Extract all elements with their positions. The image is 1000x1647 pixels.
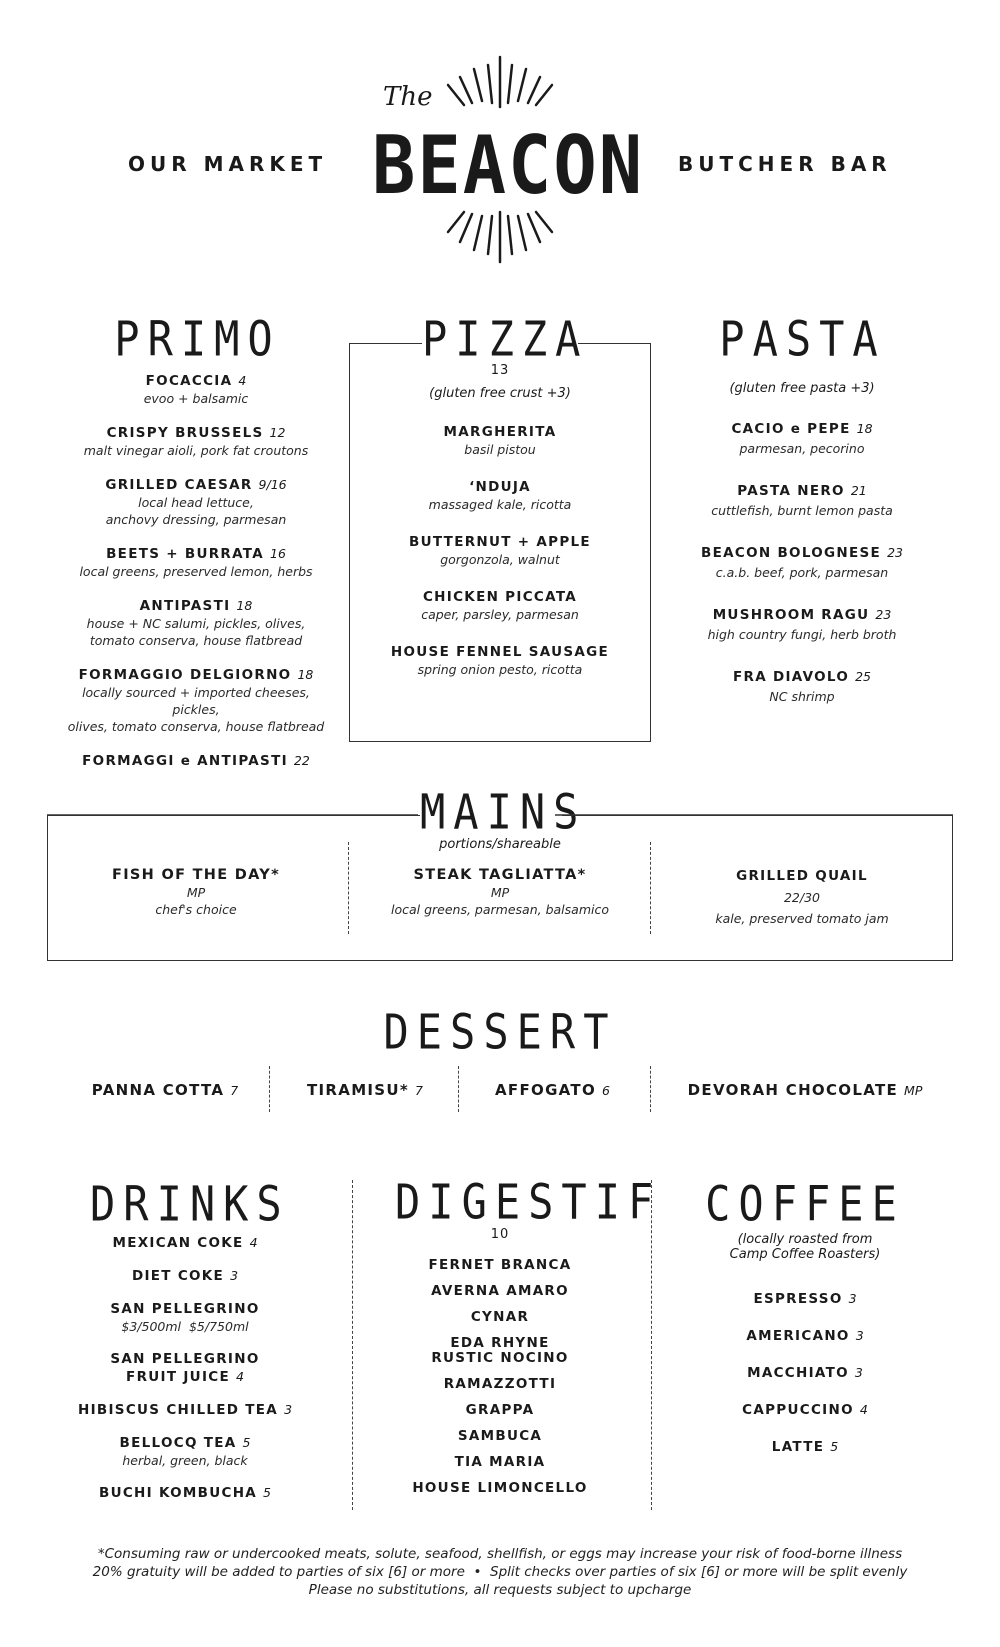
item-desc: anchovy dressing, parmesan	[105, 512, 287, 527]
item-desc: c.a.b. beef, pork, parmesan	[715, 565, 889, 580]
item-desc: olives, tomato conserva, house flatbread	[67, 719, 325, 734]
item-desc: local greens, parmesan, balsamico	[391, 902, 609, 917]
item-name: BUTTERNUT + APPLE	[409, 534, 591, 550]
pizza-note: (gluten free crust +3)	[429, 386, 571, 401]
item-desc: massaged kale, ricotta	[428, 497, 572, 512]
item-name: GRILLED CAESAR	[105, 477, 253, 493]
item-name: EDA RHYNE	[450, 1335, 550, 1351]
item-desc: house + NC salumi, pickles, olives,	[86, 616, 306, 631]
item-name: FORMAGGI e ANTIPASTI	[82, 753, 288, 769]
item-name: HOUSE FENNEL SAUSAGE	[390, 644, 610, 660]
item-name: CACIO e PEPE	[731, 421, 851, 437]
item-name: BEACON BOLOGNESE	[701, 545, 882, 561]
item-name: ANTIPASTI	[139, 598, 231, 614]
item-name: DEVORAH CHOCOLATE	[687, 1081, 899, 1099]
item-price: 22	[293, 753, 310, 768]
item-name: LATTE	[771, 1439, 825, 1455]
item-price: 5	[830, 1439, 839, 1454]
item-price: 18	[297, 667, 314, 682]
item-name: BELLOCQ TEA	[119, 1435, 237, 1451]
item-price: 6	[602, 1083, 610, 1098]
item-price: 18	[856, 421, 873, 436]
item-price: 3	[854, 1365, 863, 1380]
item-desc: chef's choice	[155, 902, 237, 917]
footer-line: 20% gratuity will be added to parties of six [6] or more • Split checks over parties of six [6] or more will be split evenly	[92, 1564, 908, 1580]
logo-beacon: BEACON	[372, 118, 645, 213]
pasta-heading: PASTA	[719, 310, 886, 367]
digestif-price: 10	[490, 1227, 510, 1242]
item-name: FRUIT JUICE	[126, 1369, 230, 1385]
item-name: AVERNA AMARO	[431, 1283, 569, 1299]
item-price: 7	[415, 1083, 423, 1098]
item-price: 4	[249, 1235, 258, 1250]
digestif-heading: DIGESTIF	[395, 1173, 662, 1230]
item-price: 4	[236, 1369, 244, 1384]
item-price: 4	[238, 373, 247, 388]
item-desc: high country fungi, herb broth	[707, 627, 897, 642]
coffee-note: Camp Coffee Roasters)	[729, 1247, 881, 1262]
item-name: HOUSE LIMONCELLO	[412, 1480, 588, 1496]
item-name: CAPPUCCINO	[742, 1402, 854, 1418]
item-name: SAN PELLEGRINO	[110, 1301, 260, 1317]
item-desc: parmesan, pecorino	[739, 441, 865, 456]
item-desc: basil pistou	[464, 442, 536, 457]
item-name: ‘NDUJA	[469, 479, 531, 495]
item-price: 7	[230, 1083, 239, 1098]
item-name: ESPRESSO	[753, 1291, 843, 1307]
item-price: 18	[236, 598, 253, 613]
mains-heading: MAINS	[420, 783, 587, 840]
item-price: 5	[263, 1485, 271, 1500]
item-price: 4	[859, 1402, 868, 1417]
item-price: 5	[242, 1435, 251, 1450]
item-name: TIA MARIA	[454, 1454, 546, 1470]
item-price: 3	[855, 1328, 864, 1343]
item-desc: locally sourced + imported cheeses, pickles,	[82, 685, 310, 717]
item-price: 23	[887, 545, 903, 560]
item-name: AMERICANO	[746, 1328, 850, 1344]
item-price: 23	[875, 607, 892, 622]
item-name: SAN PELLEGRINO	[110, 1351, 260, 1367]
item-name: BUCHI KOMBUCHA	[98, 1485, 258, 1501]
item-name: BEETS + BURRATA	[106, 546, 265, 562]
item-name: CRISPY BRUSSELS	[106, 425, 264, 441]
item-desc: spring onion pesto, ricotta	[417, 662, 583, 677]
dessert-heading: DESSERT	[383, 1003, 617, 1060]
item-desc: local greens, preserved lemon, herbs	[79, 564, 313, 579]
item-name: TIRAMISU*	[307, 1081, 410, 1099]
coffee-heading: COFFEE	[705, 1175, 905, 1232]
pasta-note: (gluten free pasta +3)	[729, 381, 875, 396]
item-name: MEXICAN COKE	[112, 1235, 244, 1251]
butcher-bar-title: BUTCHER BAR	[678, 152, 892, 176]
item-desc: caper, parsley, parmesan	[421, 607, 579, 622]
item-price: 3	[284, 1402, 293, 1417]
item-name: MUSHROOM RAGU	[712, 607, 870, 623]
item-name: PASTA NERO	[737, 483, 845, 499]
item-price: 12	[269, 425, 286, 440]
item-desc: gorgonzola, walnut	[440, 552, 560, 567]
item-price: 3	[848, 1291, 857, 1306]
item-price: 25	[855, 669, 872, 684]
logo-the: The	[383, 82, 433, 112]
item-desc: NC shrimp	[769, 689, 835, 704]
item-name: PANNA COTTA	[91, 1081, 225, 1099]
item-desc: evoo + balsamic	[143, 391, 249, 406]
mains-note: portions/shareable	[439, 837, 561, 852]
item-price: MP	[904, 1083, 923, 1098]
item-desc: kale, preserved tomato jam	[715, 911, 889, 926]
item-name: GRAPPA	[465, 1402, 535, 1418]
primo-heading: PRIMO	[114, 310, 281, 367]
item-price: 22/30	[783, 890, 821, 905]
item-name: FISH OF THE DAY*	[112, 867, 280, 883]
item-desc: herbal, green, black	[122, 1453, 248, 1468]
coffee-note: (locally roasted from	[737, 1232, 873, 1247]
footer-line: Please no substitutions, all requests subject to upcharge	[308, 1582, 692, 1598]
pizza-price: 13	[490, 363, 510, 378]
item-name: GRILLED QUAIL	[736, 868, 868, 884]
item-name: CHICKEN PICCATA	[422, 589, 578, 605]
item-name: STEAK TAGLIATTA*	[413, 867, 587, 883]
item-name: SAMBUCA	[457, 1428, 543, 1444]
item-name: AFFOGATO	[495, 1081, 597, 1099]
item-name: DIET COKE	[131, 1268, 225, 1284]
item-name: FOCACCIA	[145, 373, 233, 389]
item-name: MACCHIATO	[747, 1365, 849, 1381]
pizza-heading: PIZZA	[422, 310, 589, 367]
item-price: MP	[490, 885, 510, 900]
drinks-heading: DRINKS	[90, 1175, 290, 1232]
item-name: FERNET BRANCA	[428, 1257, 572, 1273]
item-name: RUSTIC NOCINO	[431, 1350, 569, 1366]
item-desc: tomato conserva, house flatbread	[89, 633, 303, 648]
item-price: MP	[186, 885, 206, 900]
item-price: 21	[850, 483, 867, 498]
item-desc: $3/500ml $5/750ml	[121, 1319, 249, 1334]
our-market-title: OUR MARKET	[128, 152, 328, 176]
item-name: FORMAGGIO DELGIORNO	[78, 667, 292, 683]
item-desc: local head lettuce,	[138, 495, 254, 510]
item-name: MARGHERITA	[443, 424, 557, 440]
item-name: RAMAZZOTTI	[443, 1376, 557, 1392]
item-name: HIBISCUS CHILLED TEA	[77, 1402, 279, 1418]
item-price: 3	[230, 1268, 239, 1283]
item-price: 9/16	[258, 477, 287, 492]
item-desc: cuttlefish, burnt lemon pasta	[711, 503, 893, 518]
item-desc: malt vinegar aioli, pork fat croutons	[83, 443, 309, 458]
item-price: 16	[270, 546, 286, 561]
footer-line: *Consuming raw or undercooked meats, solute, seafood, shellfish, or eggs may increase your risk of food-borne illness	[97, 1546, 903, 1562]
item-name: CYNAR	[470, 1309, 530, 1325]
item-name: FRA DIAVOLO	[732, 669, 850, 685]
